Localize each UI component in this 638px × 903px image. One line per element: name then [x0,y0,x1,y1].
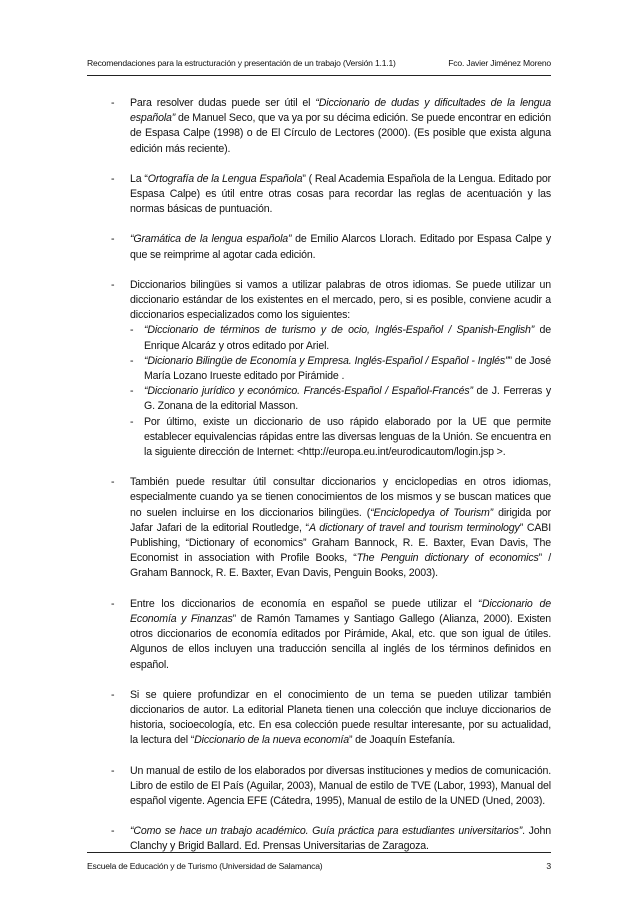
list-item [87,172,551,218]
list-item [87,764,551,810]
item-text: Si se quiere profundizar en el conocimiento de un tema se pueden utilizar también diccionarios de autor. La editorial Planeta tienen una colección que incluye diccionarios de historia, socioecología, etc. En esa colección puede resultar interesante, por su actualidad, la lectura del “ [130,688,551,747]
bullet: - [111,233,115,246]
book-title: “Diccionario jurídico y económico. Francés-Español / Español-Francés” [144,385,473,398]
book-title: Ortografía de la Lengua Española [147,172,303,185]
item-text: Un manual de estilo de los elaborados por diversas instituciones y medios de comunicación. Libro de estilo de El País (Aguilar, 2003), Manual de estilo de TVE (Labor, 1993), Manual del español vigente. Agencia EFE (Cátedra, 1995), Manual de estilo de la UNED (Uned, 2003). [130,764,551,807]
footer-rule [87,852,551,853]
bullet: - [130,354,134,367]
document-body [87,96,551,870]
book-title: The Penguin dictionary of economics [356,552,539,565]
item-text: ” ( Real Academia Española de la Lengua. Editado por Espasa Calpe) es útil entre otras cosas para recordar las reglas de acentuación y las normas básicas de puntuación. [130,172,551,216]
bullet: - [111,825,115,838]
bullet: - [130,385,134,398]
book-title: “Dicionario Bilingüe de Economía y Empresa. Inglés-Español / Español - Inglés” [144,354,509,367]
page-number: 3 [546,861,551,871]
page-header [87,58,551,68]
book-title: A dictionary of travel and tourism terminology [308,521,520,534]
item-text: También puede resultar útil consultar diccionarios y enciclopedias en otros idiomas, especialmente cuando ya se tienen conocimientos de los mismos y se buscan matices que no suelen incluirse en los diccionarios bilingües. ( [130,476,551,519]
sub-list-item [130,415,551,461]
bullet: - [111,597,115,610]
item-text: ” de Ramón Tamames y Santiago Gallego (Alianza, 2000). Existen otros diccionarios de economía editados por Pirámide, Akal, etc. que son igual de útiles. Algunos de ellos incluyen una traducción sencilla al inglés de los términos definidos en español. [130,612,551,671]
book-title: “Gramática de la lengua española” [130,233,292,246]
bullet: - [111,688,115,701]
item-text: ” / Graham Bannock, R. E. Baxter, Evan Davis, Penguin Books, 2003). [130,552,552,580]
item-text: dirigida por Jafar Jafari de la editorial Routledge, “ [130,506,552,534]
item-text: La “ [130,172,148,185]
item-text: ” de Joaquín Estefanía. [348,734,456,747]
bullet: - [111,764,115,777]
item-text: Para resolver dudas puede ser útil el [130,97,316,109]
item-text: de Enrique Alcaráz y otros editado por Ariel. [144,324,551,352]
list-item [87,232,551,262]
item-text: . John Clanchy y Brigid Ballard. Ed. Prensas Universitarias de Zaragoza. [130,825,551,853]
bullet: - [111,172,115,185]
footer-institution: Escuela de Educación y de Turismo (Universidad de Salamanca) [87,861,323,871]
bullet: - [130,415,134,428]
item-text: de Manuel Seco, que va ya por su décima edición. Se puede encontrar en edición de Espasa Calpe (1998) o de El Círculo de Lectores (2000). (Es posible que exista alguna edición más reciente). [130,112,551,155]
sub-list-item [130,323,551,353]
item-text: Por último, existe un diccionario de uso rápido elaborado por la UE que permite establecer equivalencias rápidas entre las diversas lenguas de la Unión. Se encuentra en la siguiente dirección de Internet: <http://europa.eu.int/eurodicautom/login.jsp >. [144,415,551,459]
item-text: Diccionarios bilingües si vamos a utilizar palabras de otros idiomas. Se puede utilizar un diccionario estándar de los existentes en el mercado, pero, si es posible, conviene acudir a diccionarios especializados como los siguientes: [130,278,551,322]
item-text: ” CABI Publishing, “Dictionary of economics” Graham Bannock, R. E. Baxter, Evan Davis, The Economist in association with Profile Books, “ [130,521,551,565]
item-text: de J. Ferreras y G. Zonana de la editorial Masson. [144,385,551,413]
bullet: - [111,97,115,109]
list-item [87,597,551,673]
list-item [87,688,551,749]
sub-list-item [130,354,551,384]
list-item [87,824,551,854]
list-item [87,475,551,581]
book-title: “Diccionario de dudas y dificultades de la lengua española” [130,97,551,125]
list-item [87,278,551,460]
page-footer [87,861,551,871]
header-document-title: Recomendaciones para la estructuración y presentación de un trabajo (Versión 1.1.1) [87,58,396,68]
book-title: Diccionario de Economía y Finanzas [130,597,551,625]
item-text: de Emilio Alarcos Llorach. Editado por Espasa Calpe y que se reimprime al agotar cada edición. [130,233,551,261]
sub-list-item [130,384,551,414]
bullet: - [111,476,115,489]
bullet: - [111,278,115,291]
item-text: Entre los diccionarios de economía en español se puede utilizar el “ [130,597,482,610]
book-title: “Enciclopedya of Tourism” [370,506,494,519]
book-title: Diccionario de la nueva economía [194,734,349,747]
list-item [87,96,551,157]
header-rule [87,75,551,76]
item-text: ” de José María Lozano Irueste editado por Pirámide . [144,354,551,383]
book-title: “Diccionario de términos de turismo y de ocio, Inglés-Español / Spanish-English” [144,324,535,337]
book-title: “Como se hace un trabajo académico. Guía práctica para estudiantes universitarios” [130,825,523,838]
bullet: - [130,324,134,337]
header-author: Fco. Javier Jiménez Moreno [448,58,551,68]
